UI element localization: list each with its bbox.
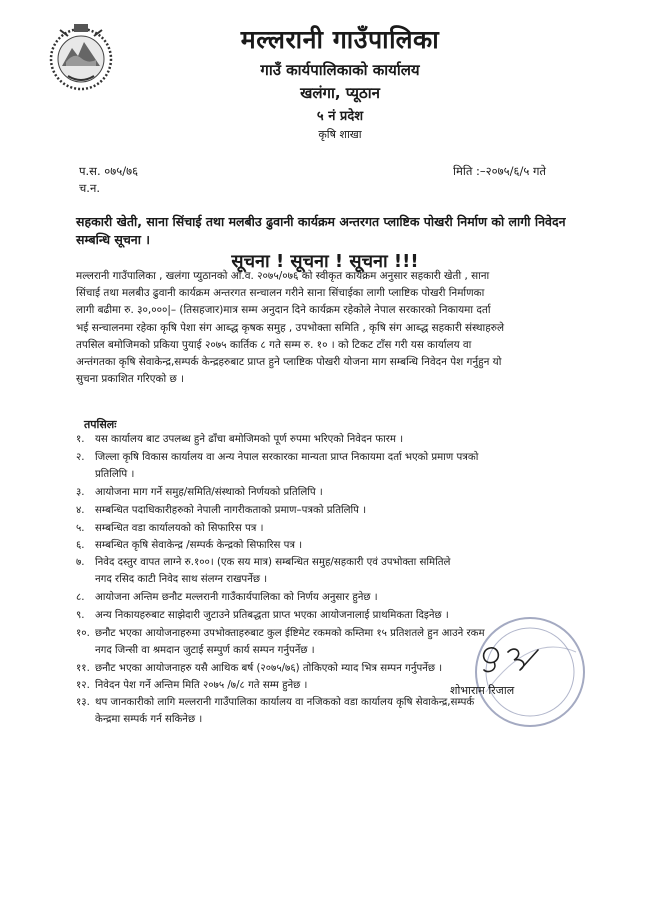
list-item: ८. आयोजना अन्तिम छनौट मल्लरानी गाउँकार्यपालिका को निर्णय अनुसार हुनेछ ।: [76, 592, 378, 603]
municipality-title: मल्लरानी गाउँपालिका: [240, 25, 440, 54]
list-item: १०. छनौट भएका आयोजनाहरुमा उपभोक्ताहरुबाट कुल ईष्टिमेट रकमको कम्तिमा १५ प्रतिशतले हुन आउने रकम नगद जिन्सी वा श्रमदान जुटाई सम्पुर्ण कार्य सम्पन गर्नुपर्नेछ ।: [76, 628, 485, 656]
list-item: ५. सम्बन्धित वडा कार्यालयको को सिफारिस पत्र ।: [76, 523, 264, 534]
government-emblem-icon: [44, 22, 118, 92]
notice-body: [76, 268, 588, 388]
list-item: ९. अन्य निकायहरुबाट साझेदारी जुटाउने प्रतिबद्धता प्राप्त भएका आयोजनालाई प्राथमिकता दिइनेछ ।: [76, 610, 449, 621]
body-line: अन्तंगतका कृषि सेवाकेन्द्र,सम्पर्क केन्द्रहरुबाट प्राप्त हुने प्लाष्टिक पोखरी योजना माग सम्बन्धि निवेदन पेश गर्नुहुन यो: [76, 356, 502, 369]
list-item: ४. सम्बन्धित पदाधिकारीहरुको नेपाली नागरीकताको प्रमाण–पत्रको प्रतिलिपि ।: [76, 505, 367, 516]
section-name: कृषि शाखा: [318, 128, 362, 141]
reference-number: प.स. ०७५/७६: [79, 164, 139, 178]
body-line: तपसिल बमोजिमको प्रकिया पुयाई २०७५ कार्तिक ८ गते सम्म रु. १० । को टिकट टाँस गरी यस कार्यालय वा: [76, 338, 472, 351]
list-item: १. यस कार्यालय बाट उपलब्ध हुने ढाँचा बमोजिमको पूर्ण रुपमा भरिएको निवेदन फारम ।: [76, 434, 404, 445]
body-line: मल्लरानी गाउँपालिका , खलंगा प्युठानको आ.व. २०७५/०७६ को स्वीकृत कार्यक्रम अनुसार सहकारी खेती , साना: [76, 270, 490, 282]
body-line: सिंचाई तथा मलबीउ ढुवानी कार्यक्रम अन्तरगत सन्चालन गरीने साना सिंचाईका लागी प्लाष्टिक पोखरी निर्माणका: [76, 287, 485, 300]
notice-heading: सूचना ! सूचना ! सूचना !!!: [231, 251, 419, 272]
list-item: २. जिल्ला कृषि विकास कार्यालय वा अन्य नेपाल सरकारका मान्यता प्राप्त निकायमा दर्ता भएको प्रमाण पत्रको प्रतिलिपि ।: [76, 452, 479, 480]
signature-icon: [450, 640, 590, 710]
list-item: १३. थप जानकारीको लागि मल्लरानी गाउँपालिका कार्यालय वा नजिकको वडा कार्यालय कृषि सेवाकेन्द्र,सम्पर्क केन्द्रमा सम्पर्क गर्न सकिनेछ ।: [76, 697, 475, 725]
dispatch-number: च.न.: [79, 181, 100, 195]
office-name: गाउँ कार्यपालिकाको कार्यालय: [260, 61, 420, 79]
province-name: ५ नं प्रदेश: [316, 109, 364, 124]
body-line: भई सन्चालनमा रहेका कृषि पेशा संग आब्द्ध कृषक समुह , उपभोक्ता समिति , कृषि संग आब्द्ध सहकारी संस्थाहरुले: [76, 321, 505, 334]
list-heading: तपसिलः: [84, 418, 117, 431]
signatory-name: शोभाराम रिजाल: [450, 684, 515, 697]
list-item: १२. निवेदन पेश गर्ने अन्तिम मिति २०७५ /७/८ गते सम्म हुनेछ ।: [76, 680, 308, 691]
subject-line: सहकारी खेती, साना सिंचाई तथा मलबीउ ढुवानी कार्यक्रम अन्तरगत प्लाष्टिक पोखरी निर्माण को लागी निवेदन सम्बन्धि सूचना ।: [76, 214, 566, 247]
document-date: मिति :–२०७५/६/५ गते: [453, 164, 546, 178]
body-line: लागी बढीमा रु. ३०,०००|– (तिसहजार)मात्र सम्म अनुदान दिने कार्यक्रम रहेकोले नेपाल सरकारको निकायमा दर्ता: [76, 304, 491, 317]
list-item: ११. छनौट भएका आयोजनाहरु यसै आथिक बर्ष (२०७५/७६) तोकिएको म्याद भित्र सम्पन गर्नुपर्नेछ ।: [76, 663, 443, 674]
list-item: ७. निवेद दस्तुर वापत लाग्ने रु.१००। (एक सय मात्र) सम्बन्धित समुह/सहकारी एवं उपभोक्ता समितिले नगद रसिद काटी निवेद साथ संलग्न राखपर्नेछ ।: [76, 557, 451, 585]
list-item: ३. आयोजना माग गर्ने समुह/समिति/संस्थाको निर्णयको प्रतिलिपि ।: [76, 487, 323, 498]
body-line: सुचना प्रकाशित गरिएको छ ।: [76, 373, 184, 386]
list-item: ६. सम्बन्धित कृषि सेवाकेन्द्र /सम्पर्क केन्द्रको सिफारिस पत्र ।: [76, 540, 303, 551]
office-location: खलंगा, प्यूठान: [300, 84, 380, 102]
